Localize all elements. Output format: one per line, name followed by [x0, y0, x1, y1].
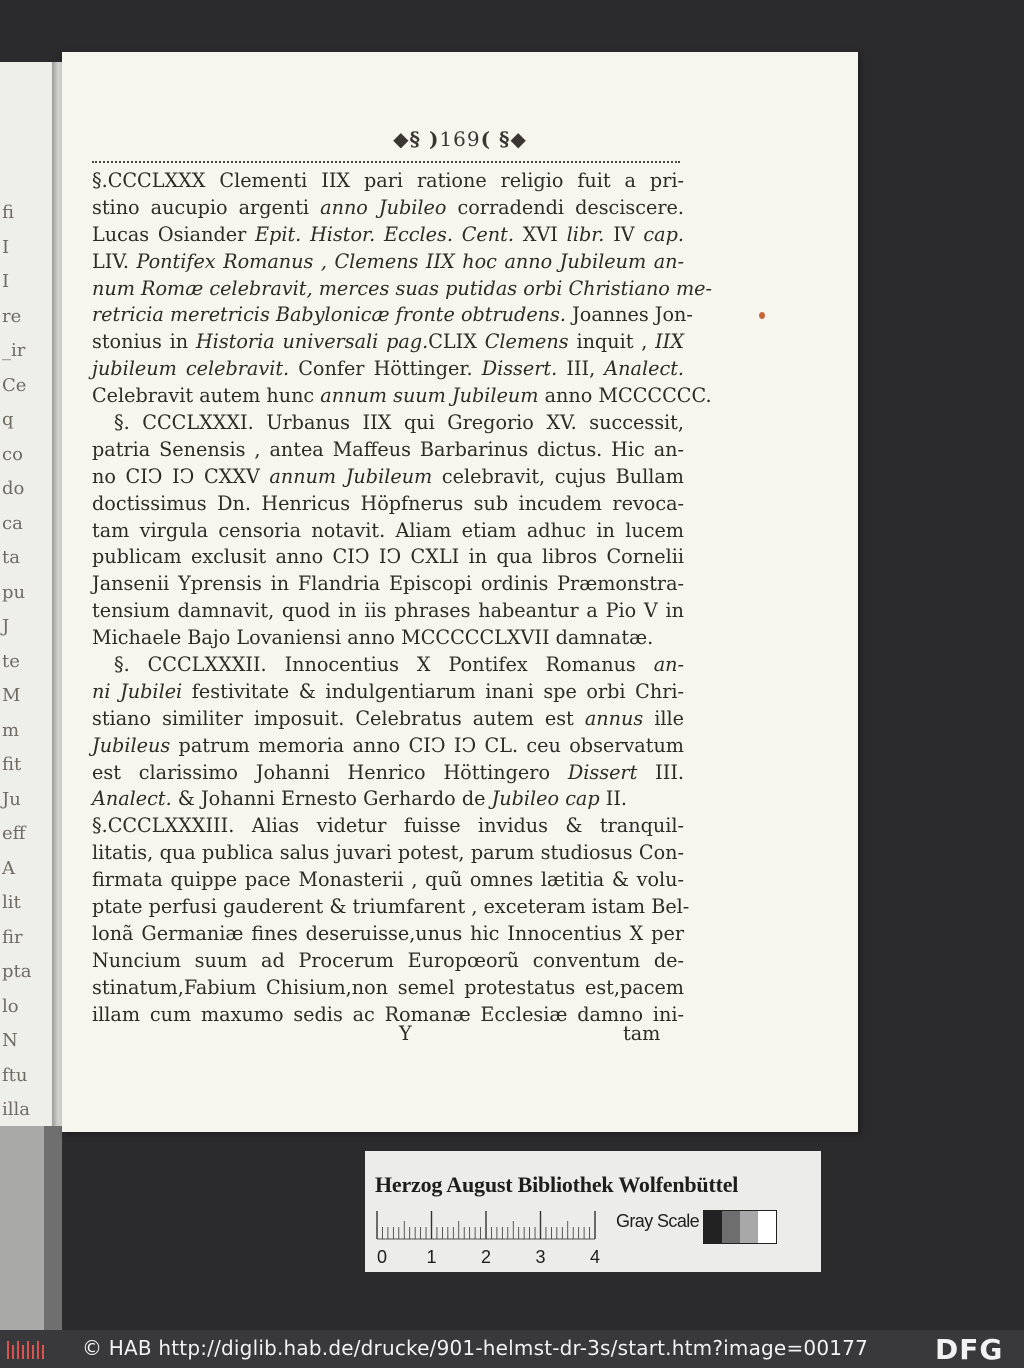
text-segment: patria Senensis , antea Maffeus Barbarinus dictus. Hic an-	[92, 437, 684, 461]
text-segment: cap.	[643, 222, 684, 246]
left-edge-fragment: I	[2, 236, 10, 258]
text-segment: & Johanni Ernesto Gerhardo de	[171, 787, 492, 811]
library-name: Herzog August Bibliothek Wolfenbüttel	[375, 1172, 739, 1197]
text-segment: IV	[604, 222, 644, 246]
text-line	[92, 249, 684, 276]
left-edge-fragment: q	[2, 409, 14, 430]
left-edge-fragment: pu	[2, 581, 26, 603]
text-segment: libr.	[566, 222, 605, 246]
text-segment: Joannes Jon-	[565, 303, 693, 327]
text-line	[92, 1002, 684, 1029]
text-segment: LIV.	[92, 249, 137, 273]
ruler-number: 0	[377, 1247, 388, 1267]
text-segment: stinatum,Fabium Chisium,non semel protestatus est,pacem	[92, 975, 684, 999]
page-header	[62, 127, 858, 151]
text-segment: litatis, qua publica salus juvari potest, parum studiosus Con-	[92, 841, 684, 865]
text-segment: firmata quippe pace Monasterii , quũ omnes lætitia & volu-	[92, 868, 684, 892]
text-segment: retricia meretricis Babylonicæ fronte obtrudens.	[92, 303, 566, 327]
left-edge-fragment: te	[2, 650, 20, 672]
text-segment: III,	[557, 357, 605, 381]
text-segment: ptate perfusi gauderent & triumfarent , exceteram istam Bel-	[92, 895, 690, 919]
gray-swatch	[758, 1211, 776, 1243]
left-edge-fragment: lit	[2, 892, 21, 913]
text-line	[92, 679, 684, 706]
text-segment: doctissimus Dn. Henricus Höpfnerus sub incudem revoca-	[92, 491, 684, 515]
text-line	[92, 571, 684, 598]
header-ornament-left: ◆§ )	[393, 127, 440, 151]
gray-scale-label: Gray Scale	[616, 1211, 700, 1231]
left-edge-fragment: fit	[2, 754, 22, 775]
text-segment: ille	[643, 706, 684, 730]
gray-swatch	[740, 1211, 758, 1243]
text-line	[92, 867, 684, 894]
text-line	[92, 383, 712, 410]
text-segment: Michaele Bajo Lovaniensi anno MCCCCCLXVII damnatæ.	[92, 626, 654, 650]
text-line	[92, 276, 712, 303]
text-segment: tensium damnavit, quod in iis phrases habeantur a Pio V in	[92, 599, 684, 623]
text-segment: stino aucupio argenti	[92, 195, 321, 219]
text-segment: Clemens	[484, 330, 569, 354]
text-line	[92, 302, 693, 329]
text-segment: Pontifex Romanus , Clemens IIX hoc anno Jubileum an-	[136, 249, 684, 273]
text-segment: tam virgula censoria notavit. Aliam etiam adhuc in lucem	[92, 518, 684, 542]
text-segment: CLIX	[428, 330, 485, 354]
text-segment: festivitate & indulgentiarum inani spe orbi Chri-	[182, 679, 684, 703]
text-line	[92, 195, 684, 222]
text-segment: IIX	[655, 330, 684, 354]
gray-scale-bar	[703, 1210, 777, 1244]
text-segment: no CIↃ IↃ CXXV	[92, 464, 270, 488]
catchword: tam	[623, 1022, 661, 1045]
ruler-number: 1	[426, 1247, 437, 1267]
text-line	[92, 733, 684, 760]
left-edge-fragment: _ir	[2, 340, 26, 361]
color-calibration-card	[365, 1151, 821, 1272]
text-line	[92, 544, 684, 571]
ruler-scale	[375, 1209, 607, 1267]
text-segment: stonius in	[92, 330, 196, 354]
left-edge-fragment: pta	[2, 961, 32, 982]
left-edge-fragment: J	[2, 616, 10, 637]
gray-swatch	[704, 1211, 722, 1243]
text-segment: annus	[584, 706, 644, 730]
text-segment: III.	[637, 760, 684, 784]
text-segment: Jansenii Yprensis in Flandria Episcopi ordinis Præmonstra-	[92, 572, 684, 596]
text-segment: Celebravit autem hunc	[92, 384, 321, 408]
text-segment: annum Jubileum	[269, 464, 433, 488]
left-edge-fragment: eff	[2, 823, 26, 844]
left-edge-fragment: illa	[2, 1099, 31, 1120]
left-edge-fragment: co	[2, 443, 23, 465]
left-edge-fragment: lo	[2, 995, 19, 1017]
text-segment: Epit. Histor. Eccles. Cent.	[255, 222, 514, 246]
text-segment: est clarissimo Johanni Henrico Höttingero	[92, 760, 568, 784]
text-segment: II.	[599, 787, 628, 811]
text-segment: §. CCCLXXXII. Innocentius X Pontifex Romanus	[114, 653, 654, 677]
text-segment: stiano similiter imposuit. Celebratus autem est	[92, 706, 585, 730]
text-segment: corradendi desciscere.	[446, 195, 685, 219]
text-segment: Analect.	[604, 357, 684, 381]
text-line	[92, 840, 684, 867]
left-edge-fragment: Ce	[2, 374, 27, 396]
text-segment: illam cum maxumo sedis ac Romanæ Ecclesiæ damno ini-	[92, 1002, 684, 1026]
left-edge-fragment: A	[2, 857, 15, 879]
text-segment: patrum memoria anno CIↃ IↃ CL. ceu observatum	[170, 733, 684, 757]
header-ornament-right: ( §◆	[480, 127, 527, 151]
text-segment: inquit ,	[568, 330, 656, 354]
text-line	[92, 625, 684, 652]
text-line	[92, 464, 684, 491]
left-edge-fragment: ca	[2, 512, 23, 534]
text-line	[92, 813, 684, 840]
page-text-block	[92, 168, 712, 1029]
text-segment: anno MCCCCCC.	[538, 384, 712, 408]
text-line	[92, 518, 684, 545]
left-page-lower-edge	[0, 1126, 62, 1330]
text-segment: Confer Höttinger.	[289, 357, 482, 381]
book-page	[62, 52, 858, 1132]
left-edge-fragment: fir	[2, 926, 23, 948]
left-edge-fragment: M	[2, 685, 21, 706]
header-rule	[92, 161, 680, 163]
text-line	[92, 786, 684, 813]
text-segment: Nuncium suum ad Procerum Europœorũ conventum de-	[92, 948, 684, 972]
text-line	[92, 975, 684, 1002]
text-segment: annum suum Jubileum	[320, 384, 539, 408]
text-line	[92, 491, 684, 518]
dfg-logo: DFG	[935, 1333, 1004, 1366]
text-segment: §.CCCLXXX Clementi IIX pari ratione religio fuit a pri-	[92, 169, 684, 192]
text-line	[92, 222, 684, 249]
gray-swatch	[722, 1211, 740, 1243]
text-segment: ni Jubilei	[92, 679, 183, 703]
text-segment: Jubileo cap	[491, 787, 600, 811]
text-line	[92, 437, 684, 464]
signature-mark: Y	[399, 1022, 412, 1045]
text-line	[92, 921, 684, 948]
ink-spot	[759, 312, 765, 319]
hab-logo-icon	[6, 1339, 46, 1361]
text-segment: Historia universali pag.	[195, 330, 429, 354]
text-segment: Dissert	[567, 760, 638, 784]
left-edge-fragment: N	[2, 1030, 18, 1051]
text-line	[92, 706, 684, 733]
left-edge-fragment: ftu	[2, 1064, 28, 1086]
left-edge-fragment: I	[2, 271, 10, 292]
text-segment: num Romæ celebravit, merces suas putidas orbi Christiano me-	[92, 276, 712, 300]
text-line	[92, 410, 684, 437]
footer-bar	[0, 1330, 1024, 1368]
left-edge-fragment: do	[2, 478, 25, 499]
text-line	[92, 948, 684, 975]
page-number: 169	[439, 127, 481, 151]
text-line	[92, 760, 684, 787]
text-line	[92, 652, 684, 679]
text-line	[92, 168, 684, 195]
text-segment: anno Jubileo	[320, 195, 447, 219]
text-segment: celebravit, cujus Bullam	[432, 464, 684, 488]
text-segment: an-	[653, 653, 684, 677]
text-segment: §. CCCLXXXI. Urbanus IIX qui Gregorio XV. successit,	[114, 411, 684, 435]
text-segment: lonã Germaniæ fines deseruisse,unus hic Innocentius X per	[92, 921, 684, 945]
text-segment: Analect.	[92, 787, 172, 811]
copyright-link[interactable]: © HAB http://diglib.hab.de/drucke/901-helmst-dr-3s/start.htm?image=00177	[82, 1336, 869, 1360]
text-segment: Dissert.	[481, 357, 558, 381]
text-segment: §.CCCLXXXIII. Alias videtur fuisse invidus & tranquil-	[92, 814, 684, 838]
text-line	[92, 894, 690, 921]
text-segment: publicam exclusit anno CIↃ IↃ CXLI in qua libros Cornelii	[92, 545, 684, 569]
text-segment: jubileum celebravit.	[92, 357, 290, 381]
text-line	[92, 329, 684, 356]
text-line	[92, 598, 684, 625]
text-segment: Lucas Osiander	[92, 222, 256, 246]
left-edge-fragment: fi	[2, 202, 15, 223]
ruler-number: 2	[480, 1247, 492, 1267]
text-line	[92, 356, 684, 383]
left-edge-fragment: Ju	[2, 788, 21, 810]
ruler-number: 3	[535, 1247, 546, 1267]
ruler-number: 4	[589, 1247, 601, 1267]
text-segment: XVI	[513, 222, 567, 246]
left-edge-fragment: ta	[2, 547, 20, 568]
left-page-edge	[0, 62, 52, 1126]
text-segment: Jubileus	[92, 733, 171, 757]
left-edge-fragment: m	[2, 719, 20, 741]
left-edge-fragment: re	[2, 305, 22, 327]
